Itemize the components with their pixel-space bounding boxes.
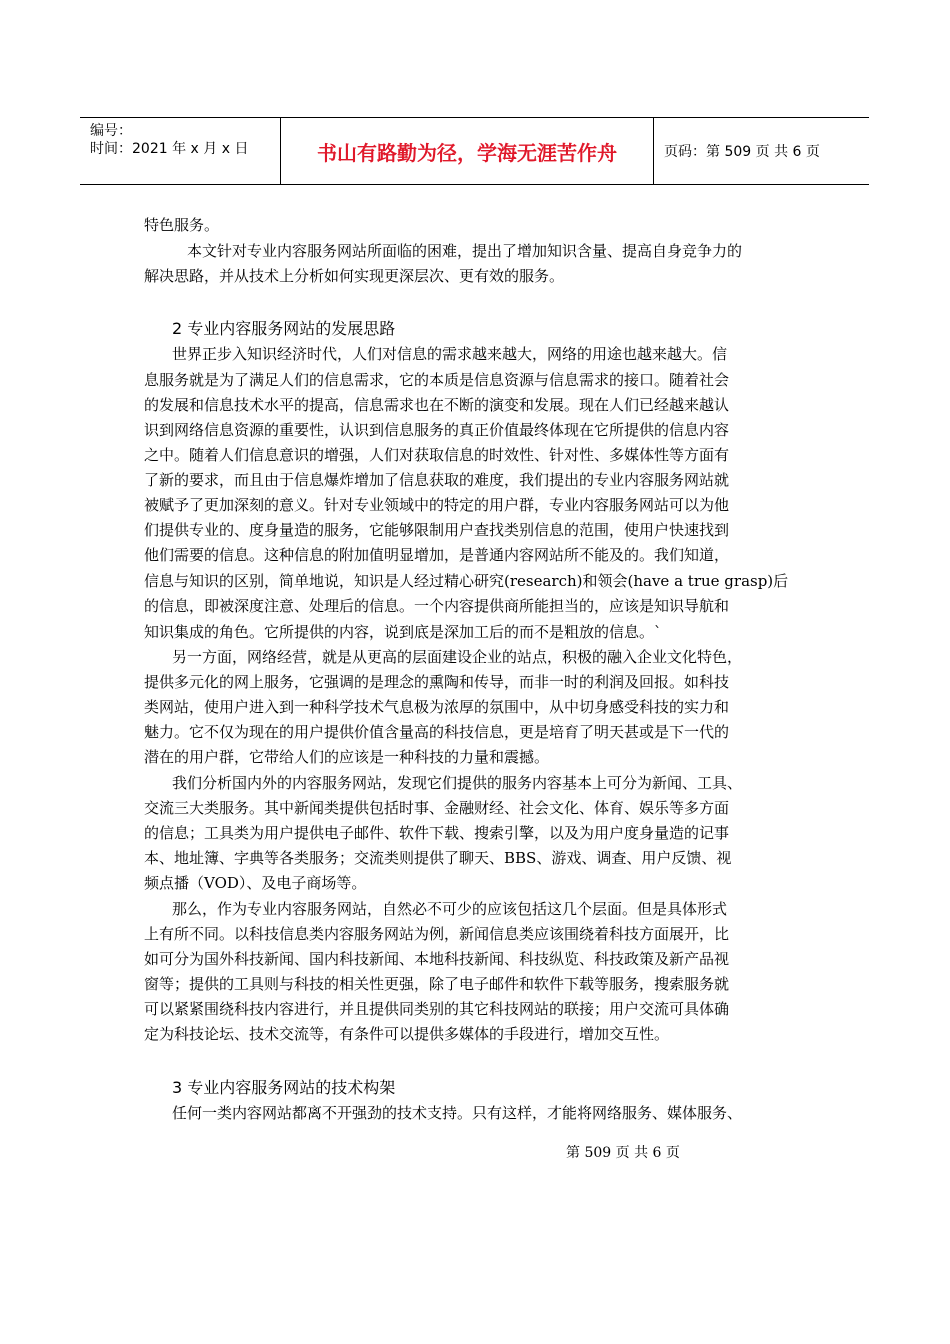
body-line: 的信息，即被深度注意、处理后的信息。一个内容提供商所能担当的，应该是知识导航和 xyxy=(144,597,730,615)
header-meta-cell xyxy=(80,118,281,184)
body-line: 本文针对专业内容服务网站所面临的困难，提出了增加知识含量、提高自身竞争力的 xyxy=(172,242,743,260)
body-line: 频点播（VOD）、及电子商场等。 xyxy=(144,874,367,892)
body-line: 识到网络信息资源的重要性，认识到信息服务的真正价值最终体现在它所提供的信息内容 xyxy=(144,421,730,439)
body-line: 世界正步入知识经济时代，人们对信息的需求越来越大，网络的用途也越来越大。信 xyxy=(172,345,728,363)
body-line: 交流三大类服务。其中新闻类提供包括时事、金融财经、社会文化、体育、娱乐等多方面 xyxy=(144,799,730,817)
header-page-cell xyxy=(654,118,869,184)
body-line: 特色服务。 xyxy=(144,216,220,234)
body-line: 我们分析国内外的内容服务网站，发现它们提供的服务内容基本上可分为新闻、工具、 xyxy=(172,774,743,792)
body-line: 定为科技论坛、技术交流等，有条件可以提供多媒体的手段进行，增加交互性。 xyxy=(144,1025,670,1043)
body-line: 解决思路，并从技术上分析如何实现更深层次、更有效的服务。 xyxy=(144,267,565,285)
body-line: 的信息；工具类为用户提供电子邮件、软件下载、搜索引擎，以及为用户度身量造的记事 xyxy=(144,824,730,842)
body-line: 息服务就是为了满足人们的信息需求，它的本质是信息资源与信息需求的接口。随着社会 xyxy=(144,371,730,389)
body-line: 如可分为国外科技新闻、国内科技新闻、本地科技新闻、科技纵览、科技政策及新产品视 xyxy=(144,950,730,968)
body-line: 知识集成的角色。它所提供的内容，说到底是深加工后的而不是粗放的信息。` xyxy=(144,623,662,641)
body-line: 可以紧紧围绕科技内容进行，并且提供同类别的其它科技网站的联接；用户交流可具体确 xyxy=(144,1000,730,1018)
body-line: 提供多元化的网上服务，它强调的是理念的熏陶和传导，而非一时的利润及回报。如科技 xyxy=(144,673,730,691)
body-line: 那么，作为专业内容服务网站，自然必不可少的应该包括这几个层面。但是具体形式 xyxy=(172,900,728,918)
section-heading-3: 3 专业内容服务网站的技术构架 xyxy=(172,1078,396,1097)
header-motto: 书山有路勤为径，学海无涯苦作舟 xyxy=(317,141,617,165)
header-motto-cell xyxy=(281,118,654,184)
body-line: 另一方面，网络经营，就是从更高的层面建设企业的站点，积极的融入企业文化特色， xyxy=(172,648,743,666)
document-date-label: 时间：2021 年 x 月 x 日 xyxy=(90,141,249,157)
body-line: 上有所不同。以科技信息类内容服务网站为例，新闻信息类应该围绕着科技方面展开，比 xyxy=(144,925,730,943)
body-line: 的发展和信息技术水平的提高，信息需求也在不断的演变和发展。现在人们已经越来越认 xyxy=(144,396,730,414)
body-line: 窗等；提供的工具则与科技的相关性更强，除了电子邮件和软件下载等服务，搜索服务就 xyxy=(144,975,730,993)
body-line: 被赋予了更加深刻的意义。针对专业领域中的特定的用户群，专业内容服务网站可以为他 xyxy=(144,496,730,514)
body-line: 潜在的用户群，它带给人们的应该是一种科技的力量和震撼。 xyxy=(144,748,550,766)
body-line: 信息与知识的区别，简单地说，知识是人经过精心研究(research)和领会(have a true grasp)后 xyxy=(144,572,789,590)
body-line: 魅力。它不仅为现在的用户提供价值含量高的科技信息，更是培育了明天甚或是下一代的 xyxy=(144,723,730,741)
page-footer: 第 509 页 共 6 页 xyxy=(566,1145,680,1161)
body-line: 们提供专业的、度身量造的服务，它能够限制用户查找类别信息的范围，使用户快速找到 xyxy=(144,521,730,539)
body-line: 了新的要求，而且由于信息爆炸增加了信息获取的难度，我们提出的专业内容服务网站就 xyxy=(144,471,730,489)
body-line: 类网站，使用户进入到一种科学技术气息极为浓厚的氛围中，从中切身感受科技的实力和 xyxy=(144,698,730,716)
body-line: 任何一类内容网站都离不开强劲的技术支持。只有这样，才能将网络服务、媒体服务、 xyxy=(172,1104,743,1122)
header-page-info: 页码：第 509 页 共 6 页 xyxy=(664,144,820,160)
document-header xyxy=(80,117,869,185)
body-line: 他们需要的信息。这种信息的附加值明显增加，是普通内容网站所不能及的。我们知道， xyxy=(144,546,730,564)
body-line: 本、地址簿、字典等各类服务；交流类则提供了聊天、BBS、游戏、调查、用户反馈、视 xyxy=(144,849,732,867)
section-heading-2: 2 专业内容服务网站的发展思路 xyxy=(172,319,396,338)
body-line: 之中。随着人们信息意识的增强，人们对获取信息的时效性、针对性、多媒体性等方面有 xyxy=(144,446,730,464)
document-number-label: 编号： xyxy=(90,123,132,139)
